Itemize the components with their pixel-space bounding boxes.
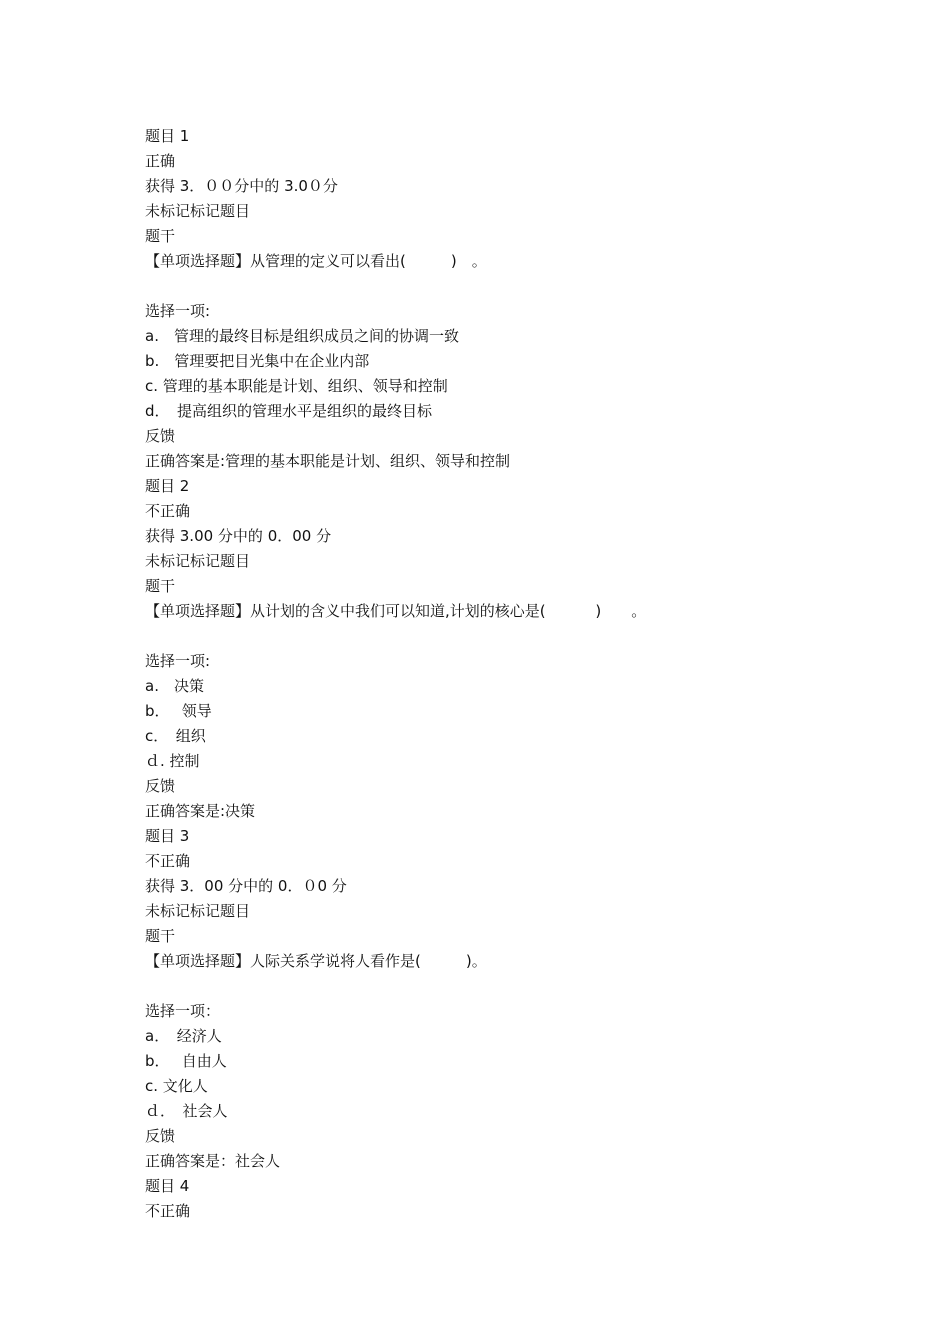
question-3-option-a: a． 经济人 <box>145 1027 222 1045</box>
question-1-option-c: c. 管理的基本职能是计划、组织、领导和控制 <box>145 377 448 395</box>
question-2-stem: 【单项选择题】从计划的含义中我们可以知道,计划的核心是( ) 。 <box>145 602 647 620</box>
question-3-flag: 未标记标记题目 <box>145 902 251 920</box>
question-2-feedback-label: 反馈 <box>145 777 176 795</box>
question-1-option-b: b. 管理要把目光集中在企业内部 <box>145 352 370 370</box>
question-4-title: 题目 4 <box>145 1177 190 1195</box>
question-3-score: 获得 3．00 分中的 0．０0 分 <box>145 877 347 895</box>
question-2-status: 不正确 <box>145 502 191 520</box>
question-2-option-b: b． 领导 <box>145 702 212 720</box>
question-1-option-a: a. 管理的最终目标是组织成员之间的协调一致 <box>145 327 459 345</box>
question-1-title: 题目 1 <box>145 127 190 145</box>
question-3-status: 不正确 <box>145 852 191 870</box>
question-2-flag: 未标记标记题目 <box>145 552 251 570</box>
blank-line <box>145 974 845 999</box>
question-1-feedback-label: 反馈 <box>145 427 176 445</box>
question-3-choose-label: 选择一项： <box>145 1002 221 1020</box>
question-4-status: 不正确 <box>145 1202 191 1220</box>
question-1-score: 获得 3．００分中的 3.0０分 <box>145 177 338 195</box>
question-2-title: 题目 2 <box>145 477 190 495</box>
question-2-stem-label: 题干 <box>145 577 176 595</box>
question-3-option-b: b． 自由人 <box>145 1052 227 1070</box>
question-1-stem-label: 题干 <box>145 227 176 245</box>
question-1-choose-label: 选择一项: <box>145 302 211 320</box>
question-2-answer: 正确答案是:决策 <box>145 802 256 820</box>
question-3-answer: 正确答案是：社会人 <box>145 1152 281 1170</box>
question-3-option-c: c. 文化人 <box>145 1077 208 1095</box>
question-2-option-d: ｄ. 控制 <box>145 752 200 770</box>
question-3-option-d: ｄ． 社会人 <box>145 1102 228 1120</box>
blank-line <box>145 624 845 649</box>
question-1-option-d: d． 提高组织的管理水平是组织的最终目标 <box>145 402 433 420</box>
question-2-score: 获得 3.00 分中的 0．00 分 <box>145 527 332 545</box>
question-1-status: 正确 <box>145 152 176 170</box>
question-2-option-a: a. 决策 <box>145 677 204 695</box>
document-page <box>145 124 845 1224</box>
question-1-answer: 正确答案是:管理的基本职能是计划、组织、领导和控制 <box>145 452 511 470</box>
question-1-flag: 未标记标记题目 <box>145 202 251 220</box>
question-1-stem: 【单项选择题】从管理的定义可以看出( ) 。 <box>145 252 487 270</box>
question-3-stem: 【单项选择题】人际关系学说将人看作是( )。 <box>145 952 487 970</box>
blank-line <box>145 274 845 299</box>
question-2-option-c: c． 组织 <box>145 727 206 745</box>
question-3-feedback-label: 反馈 <box>145 1127 176 1145</box>
question-3-stem-label: 题干 <box>145 927 176 945</box>
question-2-choose-label: 选择一项: <box>145 652 211 670</box>
question-3-title: 题目 3 <box>145 827 190 845</box>
